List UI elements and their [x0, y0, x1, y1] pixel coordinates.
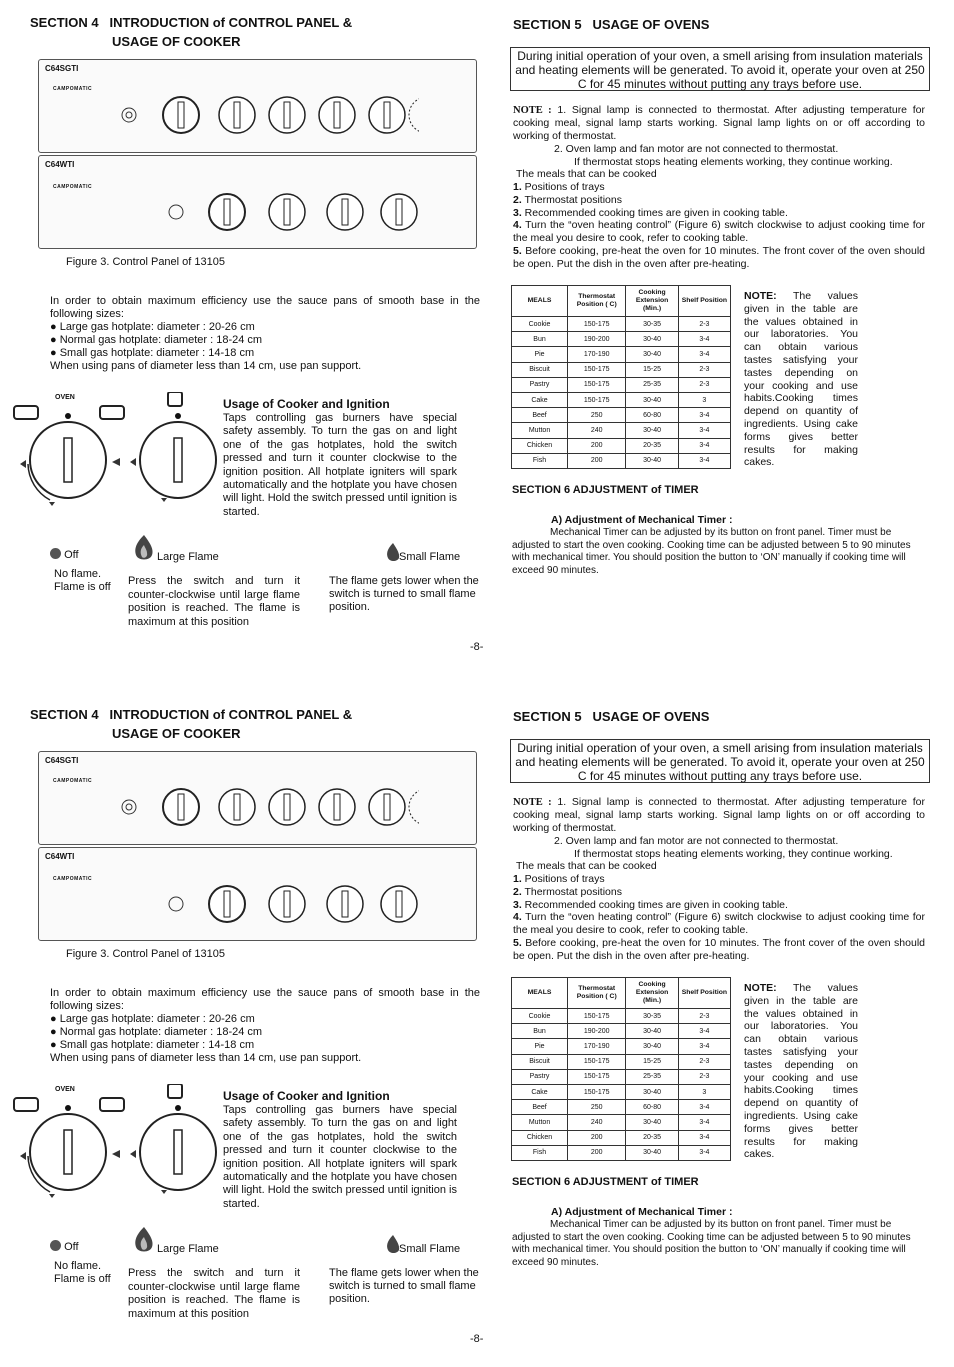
panel-model-label: C64SGTI	[45, 756, 79, 765]
table-cell: 150-175	[568, 377, 626, 392]
table-cell: 30-40	[626, 1145, 678, 1160]
step-item: 2. Thermostat positions	[513, 885, 622, 898]
timer-subtitle: A) Adjustment of Mechanical Timer :	[551, 514, 733, 526]
table-cell: 30-40	[626, 1024, 678, 1039]
table-cell: 3-4	[678, 1115, 730, 1130]
ignition-text: Taps controlling gas burners have special safety assembly. To turn the gas on and light one of the gas hotplates, hold the switch pressed and turn it counter clockwise to the ignition position. All hotplate igniters will spark automatically and the hotplate you have chosen will light. Hold the switch pressed until ignition is started.	[223, 1104, 457, 1210]
knob-diagram	[8, 392, 218, 512]
table-row	[512, 377, 731, 392]
table-cell: Beef	[512, 408, 568, 423]
table-cell: Biscuit	[512, 362, 568, 377]
table-cell: Bun	[512, 1024, 568, 1039]
table-cell: 30-40	[626, 1039, 678, 1054]
off-label: Off	[64, 1241, 79, 1253]
note-2a: 2. Oven lamp and fan motor are not connected to thermostat.	[554, 143, 839, 155]
table-row	[512, 1024, 731, 1039]
pan-size-item: ● Small gas hotplate: diameter : 14-18 cm	[50, 347, 255, 359]
table-cell: 150-175	[568, 317, 626, 332]
signal-lamp-note	[513, 104, 925, 143]
timer-subtitle: A) Adjustment of Mechanical Timer :	[551, 1206, 733, 1218]
table-note	[744, 290, 858, 469]
small-flame-desc: The flame gets lower when the switch is turned to small flame position.	[329, 575, 479, 613]
off-label: Off	[64, 549, 79, 561]
table-cell: 190-200	[568, 1024, 626, 1039]
brand-logo: CAMPOMATIC	[53, 876, 93, 882]
lamp-symbol-icon	[100, 406, 124, 419]
table-row	[512, 362, 731, 377]
step-item: 5. Before cooking, pre-heat the oven for 10 minutes. The front cover of the oven should be open. Put the dish in the oven after pre-heating.	[513, 936, 925, 962]
off-dot-icon	[50, 1240, 61, 1251]
light-bulb-icon	[168, 392, 182, 406]
brand-logo: CAMPOMATIC	[53, 184, 93, 190]
cooking-table-body	[512, 1009, 731, 1161]
off-label-row	[50, 548, 79, 561]
page-number: -8-	[470, 641, 484, 653]
table-cell: 200	[568, 1145, 626, 1160]
section6-title: SECTION 6 ADJUSTMENT of TIMER	[512, 484, 699, 496]
initial-operation-note: During initial operation of your oven, a smell arising from insulation materials and heating elements will be generated. To avoid it, operate your oven at 250 C for 45 minutes without putting any trays before use.	[510, 47, 930, 91]
panel-model-label: C64WTI	[45, 160, 75, 169]
step-item: 5. Before cooking, pre-heat the oven for 10 minutes. The front cover of the oven should be open. Put the dish in the oven after pre-heating.	[513, 244, 925, 270]
section4-title: SECTION 4 INTRODUCTION of CONTROL PANEL &	[30, 15, 353, 30]
table-header: Thermostat Position ( C)	[568, 286, 626, 317]
signal-lamp-icon	[122, 108, 136, 122]
brand-logo: CAMPOMATIC	[53, 778, 93, 784]
small-pan-note: When using pans of diameter less than 14 cm, use pan support.	[50, 360, 362, 372]
note-2a: 2. Oven lamp and fan motor are not connected to thermostat.	[554, 835, 839, 847]
table-cell: Biscuit	[512, 1054, 568, 1069]
table-cell: Pie	[512, 1039, 568, 1054]
light-bulb-icon	[168, 1084, 182, 1098]
table-row	[512, 1084, 731, 1099]
large-flame-icon	[132, 533, 156, 563]
small-flame-label: Small Flame	[399, 551, 461, 563]
table-cell: 3-4	[678, 347, 730, 362]
table-header: MEALS	[512, 978, 568, 1009]
table-cell: Mutton	[512, 423, 568, 438]
burner-knob-icon	[319, 789, 355, 825]
table-header: MEALS	[512, 286, 568, 317]
pan-size-list	[50, 1013, 361, 1065]
table-row	[512, 1130, 731, 1145]
off-label-row	[50, 1240, 79, 1253]
figure-caption: Figure 3. Control Panel of 13105	[66, 948, 225, 960]
table-row	[512, 347, 731, 362]
initial-operation-note: During initial operation of your oven, a smell arising from insulation materials and heating elements will be generated. To avoid it, operate your oven at 250 C for 45 minutes without putting any trays before use.	[510, 739, 930, 783]
table-header: Shelf Position	[678, 286, 730, 317]
note-2b: If thermostat stops heating elements working, they continue working.	[574, 156, 893, 168]
burner-knob-icon	[381, 886, 417, 922]
table-cell: 2-3	[678, 1009, 730, 1024]
table-cell: 150-175	[568, 392, 626, 407]
knob-row-svg	[159, 178, 419, 244]
oven-label: OVEN	[55, 1086, 75, 1093]
table-row	[512, 423, 731, 438]
note-2b: If thermostat stops heating elements working, they continue working.	[574, 848, 893, 860]
table-cell: 2-3	[678, 1054, 730, 1069]
table-row	[512, 317, 731, 332]
table-cell: Cake	[512, 1084, 568, 1099]
table-row	[512, 1054, 731, 1069]
table-cell: 150-175	[568, 1084, 626, 1099]
step-item: 4. Turn the “oven heating control” (Figure 6) switch clockwise to adjust cooking time for the meal you desire to cook, refer to cooking table.	[513, 219, 925, 245]
section5-title: SECTION 5 USAGE OF OVENS	[513, 709, 710, 724]
pan-size-item: ● Small gas hotplate: diameter : 14-18 cm	[50, 1039, 255, 1051]
table-cell: 2-3	[678, 1069, 730, 1084]
table-cell: 20-35	[626, 1130, 678, 1145]
burner-knob-icon	[269, 886, 305, 922]
table-cell: 30-35	[626, 1009, 678, 1024]
off-dot-icon	[50, 548, 61, 559]
step-item: 2. Thermostat positions	[513, 193, 622, 206]
cooking-table-body	[512, 317, 731, 469]
table-cell: 240	[568, 423, 626, 438]
note-label: NOTE :	[513, 105, 552, 116]
table-cell: 30-40	[626, 1115, 678, 1130]
table-cell: 3	[678, 1084, 730, 1099]
table-cell: 2-3	[678, 377, 730, 392]
table-row	[512, 1115, 731, 1130]
section4-title: SECTION 4 INTRODUCTION of CONTROL PANEL &	[30, 707, 353, 722]
table-cell: Fish	[512, 1145, 568, 1160]
table-cell: Chicken	[512, 1130, 568, 1145]
control-panel-c64sgti	[38, 751, 477, 845]
lamp-symbol-icon	[14, 1098, 38, 1111]
pan-size-item: ● Normal gas hotplate: diameter : 18-24 cm	[50, 334, 263, 346]
step-item: 1. Positions of trays	[513, 873, 605, 885]
control-panel-c64wti	[38, 155, 477, 249]
brand-logo: CAMPOMATIC	[53, 86, 93, 92]
table-cell: 20-35	[626, 438, 678, 453]
table-cell: 60-80	[626, 408, 678, 423]
section4-title-line2: USAGE OF COOKER	[112, 34, 241, 49]
efficiency-intro: In order to obtain maximum efficiency use the sauce pans of smooth base in the following sizes:	[50, 295, 480, 320]
table-cell: 3-4	[678, 1039, 730, 1054]
table-cell: 190-200	[568, 332, 626, 347]
burner-knob-icon	[219, 97, 255, 133]
pan-size-item: ● Normal gas hotplate: diameter : 18-24 cm	[50, 1026, 263, 1038]
table-cell: Bun	[512, 332, 568, 347]
timer-knob-icon	[409, 97, 419, 133]
table-cell: 15-25	[626, 362, 678, 377]
burner-knob-icon	[327, 194, 363, 230]
figure-caption: Figure 3. Control Panel of 13105	[66, 256, 225, 268]
section4-title-line2: USAGE OF COOKER	[112, 726, 241, 741]
signal-lamp-note	[513, 796, 925, 835]
page-number: -8-	[470, 1333, 484, 1345]
manual-page	[0, 0, 954, 675]
small-flame-label: Small Flame	[399, 1243, 461, 1255]
large-flame-label: Large Flame	[157, 1243, 219, 1255]
table-cell: 30-40	[626, 1084, 678, 1099]
table-row	[512, 453, 731, 468]
step-item: 3. Recommended cooking times are given in cooking table.	[513, 898, 788, 911]
burner-knob-icon	[369, 789, 405, 825]
table-cell: Cookie	[512, 1009, 568, 1024]
note-label: NOTE :	[513, 797, 552, 808]
table-cell: Cake	[512, 392, 568, 407]
knob-row-svg	[109, 80, 419, 148]
pan-size-list	[50, 321, 361, 373]
small-flame-desc: The flame gets lower when the switch is turned to small flame position.	[329, 1267, 479, 1305]
step-item: 3. Recommended cooking times are given in cooking table.	[513, 206, 788, 219]
table-header: Shelf Position	[678, 978, 730, 1009]
table-cell: 15-25	[626, 1054, 678, 1069]
table-header: Thermostat Position ( C)	[568, 978, 626, 1009]
table-row	[512, 1069, 731, 1084]
table-note-label: NOTE:	[744, 290, 777, 302]
step-item: 1. Positions of trays	[513, 181, 605, 193]
ignition-text: Taps controlling gas burners have special safety assembly. To turn the gas on and light one of the gas hotplates, hold the switch pressed and turn it counter clockwise to the ignition position. All hotplate igniters will spark automatically and the hotplate you have chosen will light. Hold the switch pressed until ignition is started.	[223, 412, 457, 518]
pan-size-item: ● Large gas hotplate: diameter : 20-26 cm	[50, 321, 255, 333]
table-cell: 3-4	[678, 423, 730, 438]
signal-lamp-icon	[122, 800, 136, 814]
table-cell: 3-4	[678, 408, 730, 423]
section5-title: SECTION 5 USAGE OF OVENS	[513, 17, 710, 32]
table-cell: 25-35	[626, 377, 678, 392]
table-cell: 240	[568, 1115, 626, 1130]
table-note-label: NOTE:	[744, 982, 777, 994]
table-cell: 150-175	[568, 1054, 626, 1069]
table-cell: Pastry	[512, 377, 568, 392]
oven-knob-icon	[209, 194, 245, 230]
burner-knob-icon	[269, 194, 305, 230]
note-1-text: 1. Signal lamp is connected to thermostat. After adjusting temperature for cooking meal, signal lamp starts working. Signal lamp lights on or off according to working of thermostat.	[513, 796, 925, 834]
panel-model-label: C64SGTI	[45, 64, 79, 73]
table-row	[512, 1145, 731, 1160]
table-cell: 2-3	[678, 362, 730, 377]
table-cell: 30-40	[626, 423, 678, 438]
large-flame-icon	[132, 1225, 156, 1255]
large-flame-label: Large Flame	[157, 551, 219, 563]
small-pan-note: When using pans of diameter less than 14 cm, use pan support.	[50, 1052, 362, 1064]
table-cell: 3-4	[678, 438, 730, 453]
table-cell: 3-4	[678, 332, 730, 347]
off-desc: No flame. Flame is off	[54, 568, 111, 593]
efficiency-intro: In order to obtain maximum efficiency use the sauce pans of smooth base in the following sizes:	[50, 987, 480, 1012]
control-panel-c64sgti	[38, 59, 477, 153]
oven-knob-icon	[163, 789, 199, 825]
table-cell: 3	[678, 392, 730, 407]
burner-knob-icon	[381, 194, 417, 230]
table-cell: 200	[568, 1130, 626, 1145]
timer-text: Mechanical Timer can be adjusted by its button on front panel. Timer must be adjusted to start the oven cooking. Cooking time can be adjusted between 5 to 90 minutes with mechanical timer. You should position the button to ‘ON’ manually if cooking time will exceed 90 minutes.	[512, 527, 911, 576]
burner-knob-icon	[269, 97, 305, 133]
table-row	[512, 392, 731, 407]
cooking-table	[511, 285, 731, 469]
table-note	[744, 982, 858, 1161]
table-cell: 150-175	[568, 1069, 626, 1084]
burner-knob-icon	[219, 789, 255, 825]
table-cell: 3-4	[678, 453, 730, 468]
table-cell: 3-4	[678, 1100, 730, 1115]
table-cell: Beef	[512, 1100, 568, 1115]
meals-intro: The meals that can be cooked	[516, 168, 657, 180]
lamp-symbol-icon	[14, 406, 38, 419]
panel-model-label: C64WTI	[45, 852, 75, 861]
table-cell: Pastry	[512, 1069, 568, 1084]
knob-diagram	[8, 1084, 218, 1204]
control-panel-c64wti	[38, 847, 477, 941]
table-cell: 30-40	[626, 392, 678, 407]
cooking-table	[511, 977, 731, 1161]
table-header: Cooking Extension (Min.)	[626, 286, 678, 317]
table-cell: 250	[568, 408, 626, 423]
burner-knob-icon	[319, 97, 355, 133]
oven-knob-icon	[163, 97, 199, 133]
table-cell: 60-80	[626, 1100, 678, 1115]
step-item: 4. Turn the “oven heating control” (Figure 6) switch clockwise to adjust cooking time for the meal you desire to cook, refer to cooking table.	[513, 911, 925, 937]
knob-row-svg	[109, 772, 419, 840]
ignition-title: Usage of Cooker and Ignition	[223, 1089, 390, 1103]
pan-size-item: ● Large gas hotplate: diameter : 20-26 cm	[50, 1013, 255, 1025]
table-header: Cooking Extension (Min.)	[626, 978, 678, 1009]
table-cell: 3-4	[678, 1130, 730, 1145]
table-cell: 200	[568, 438, 626, 453]
section6-title: SECTION 6 ADJUSTMENT of TIMER	[512, 1176, 699, 1188]
table-note-text: The values given in the table are the values obtained in our laboratories. You can obtain various tastes satisfying your tastes depending on your cooking and use habits.Cooking times depend on quantity of ingredients. Using cake forms gives better results for making cakes.	[744, 290, 858, 469]
table-cell: 170-190	[568, 347, 626, 362]
note-1-text: 1. Signal lamp is connected to thermostat. After adjusting temperature for cooking meal, signal lamp starts working. Signal lamp lights on or off according to working of thermostat.	[513, 104, 925, 142]
manual-page	[0, 692, 954, 1367]
off-desc: No flame. Flame is off	[54, 1260, 111, 1285]
table-cell: 150-175	[568, 362, 626, 377]
burner-knob-icon	[327, 886, 363, 922]
table-cell: 150-175	[568, 1009, 626, 1024]
table-cell: Chicken	[512, 438, 568, 453]
table-row	[512, 1039, 731, 1054]
table-cell: 250	[568, 1100, 626, 1115]
table-cell: 170-190	[568, 1039, 626, 1054]
lamp-symbol-icon	[100, 1098, 124, 1111]
burner-knob-icon	[269, 789, 305, 825]
table-cell: 30-40	[626, 332, 678, 347]
large-flame-desc: Press the switch and turn it counter-clockwise until large flame position is reached. The flame is maximum at this position	[128, 575, 300, 628]
table-row	[512, 1009, 731, 1024]
steps-list	[513, 181, 925, 271]
table-cell: 200	[568, 453, 626, 468]
knob-row-svg	[159, 870, 419, 936]
table-row	[512, 1100, 731, 1115]
large-flame-desc: Press the switch and turn it counter-clockwise until large flame position is reached. The flame is maximum at this position	[128, 1267, 300, 1320]
table-cell: 25-35	[626, 1069, 678, 1084]
table-row	[512, 408, 731, 423]
table-cell: Cookie	[512, 317, 568, 332]
timer-text: Mechanical Timer can be adjusted by its button on front panel. Timer must be adjusted to start the oven cooking. Cooking time can be adjusted between 5 to 90 minutes with mechanical timer. You should position the button to ‘ON’ manually if cooking time will exceed 90 minutes.	[512, 1219, 911, 1268]
table-cell: Fish	[512, 453, 568, 468]
ignition-title: Usage of Cooker and Ignition	[223, 397, 390, 411]
steps-list	[513, 873, 925, 963]
signal-lamp-icon	[169, 205, 183, 219]
table-cell: 3-4	[678, 1024, 730, 1039]
table-cell: Pie	[512, 347, 568, 362]
table-cell: 2-3	[678, 317, 730, 332]
meals-intro: The meals that can be cooked	[516, 860, 657, 872]
oven-label: OVEN	[55, 394, 75, 401]
burner-knob-icon	[369, 97, 405, 133]
table-row	[512, 332, 731, 347]
table-cell: Mutton	[512, 1115, 568, 1130]
table-cell: 3-4	[678, 1145, 730, 1160]
timer-knob-icon	[409, 789, 419, 825]
signal-lamp-icon	[169, 897, 183, 911]
table-note-text: The values given in the table are the values obtained in our laboratories. You can obtain various tastes satisfying your tastes depending on your cooking and use habits.Cooking times depend on quantity of ingredients. Using cake forms gives better results for making cakes.	[744, 982, 858, 1161]
table-cell: 30-40	[626, 453, 678, 468]
table-cell: 30-35	[626, 317, 678, 332]
table-cell: 30-40	[626, 347, 678, 362]
table-row	[512, 438, 731, 453]
oven-knob-icon	[209, 886, 245, 922]
